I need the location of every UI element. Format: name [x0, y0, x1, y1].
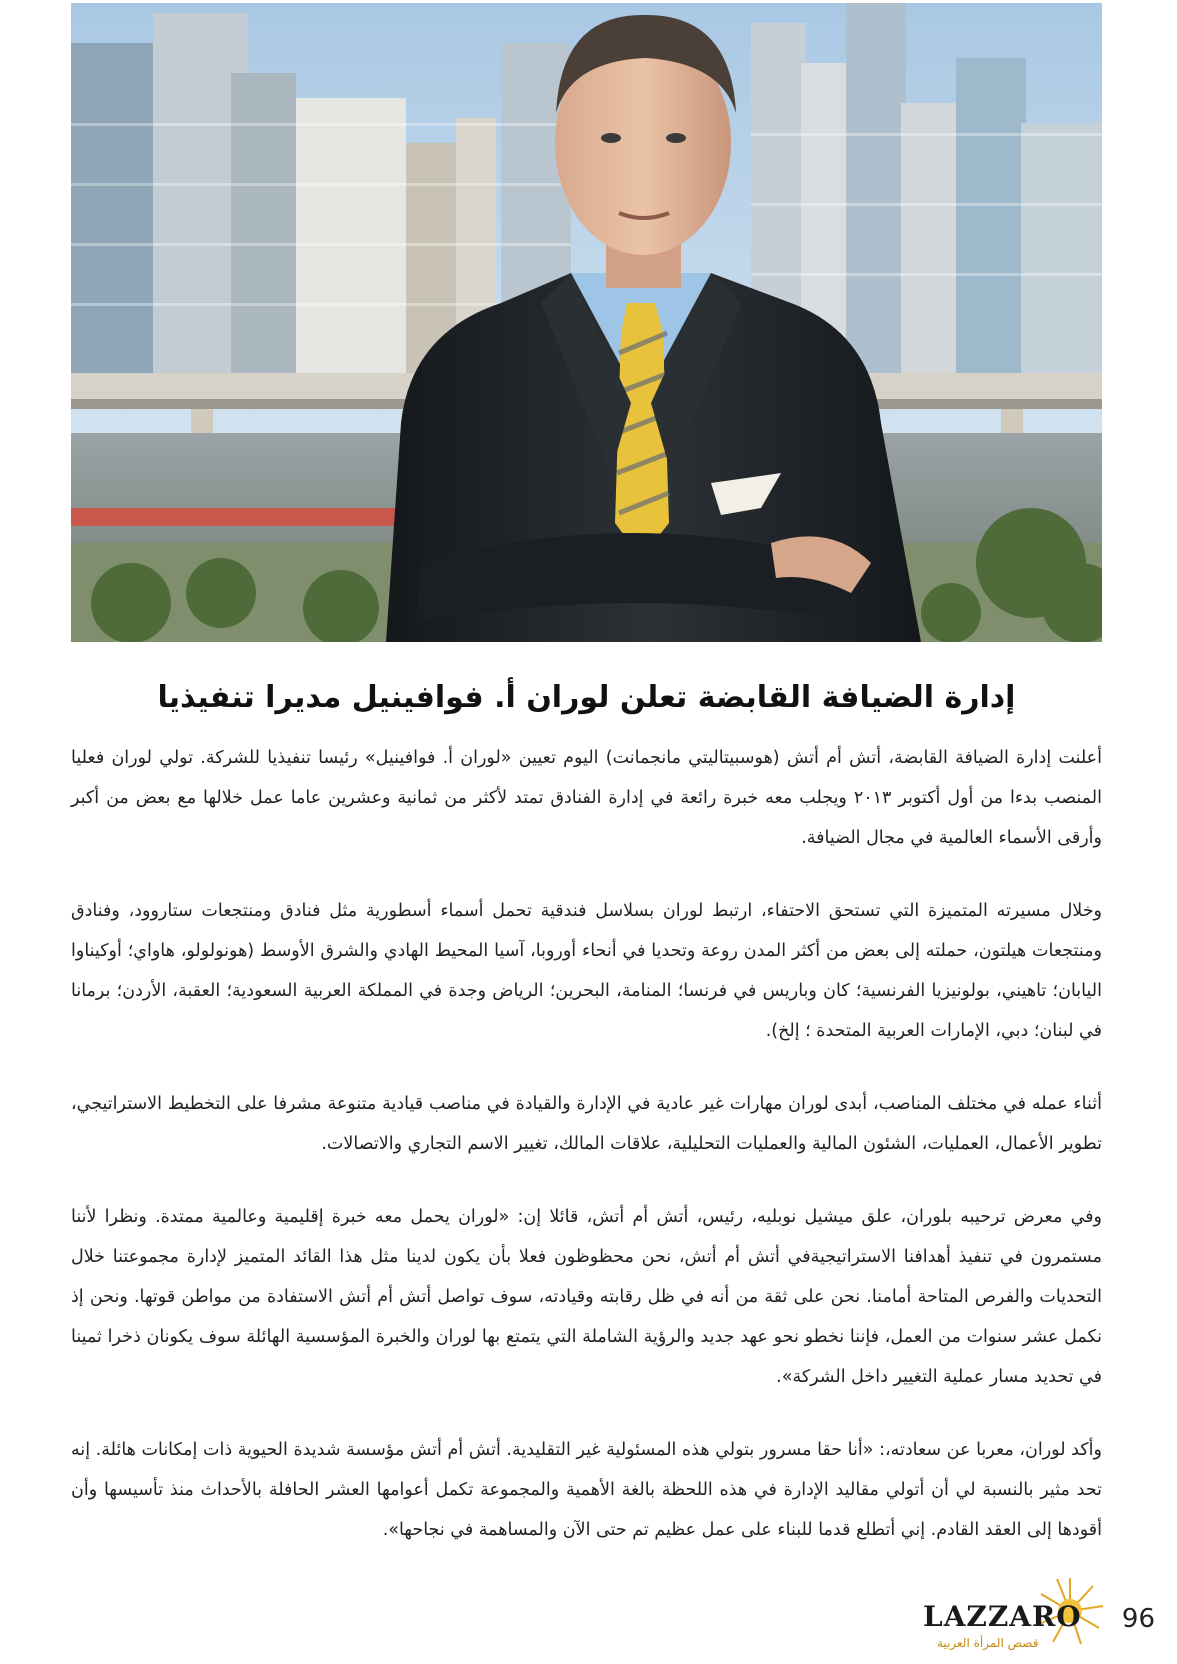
article-paragraph: وأكد لوران، معربا عن سعادته،: «أنا حقا مسرور بتولي هذه المسئولية غير التقليدية. أتش أم أتش مؤسسة شديدة الحيوية ذات إمكانات هائلة. إنه تحد مثير بالنسبة لي أن أتولي مقاليد الإدارة في هذه اللحظة بالغة الأهمية والمجموعة تكمل أعوامها العشر الحافلة بالأحداث منذ تأسيسها وأن أقودها إلى العقد القادم. إني أتطلع قدما للبناء على عمل عظيم تم حتى الآن والمساهمة في نجاحها».: [71, 1440, 1102, 1540]
portrait-photo: [71, 3, 1102, 642]
magazine-brand: LAZZARO: [923, 1600, 1082, 1633]
header-photo: [71, 3, 1102, 642]
article-paragraph: وفي معرض ترحيبه بلوران، علق ميشيل نوبليه، رئيس، أتش أم أتش، قائلا إن: «لوران يحمل معه خبرة إقليمية وعالمية ممتدة. ونظرا لأننا مستمرون في تنفيذ أهدافنا الاستراتيجيةفي أتش أم أتش، نحن محظوظون فعلا بأن يكون لدينا مثل هذا القائد المتميز لإدارة مجموعتنا خلال التحديات والفرص المتاحة أمامنا. نحن على ثقة من أنه في ظل رقابته وقيادته، سوف تواصل أتش أم أتش الاستفادة من مواطن قوتها. ونحن إذ نكمل عشر سنوات من العمل، فإننا نخطو نحو عهد جديد والرؤية الشاملة التي يتمتع بها لوران والخبرة المؤسسية الهائلة سوف يكونان ذخرا ثمينا في تحديد مسار عملية التغيير داخل الشركة».: [71, 1207, 1102, 1387]
article-paragraph: أثناء عمله في مختلف المناصب، أبدى لوران مهارات غير عادية في الإدارة والقيادة في مناصب قيادية متنوعة مشرفا على التخطيط الاستراتيجي، تطوير الأعمال، العمليات، الشئون المالية والعمليات التحليلية، علاقات المالك، تغيير الاسم التجاري والاتصالات.: [71, 1094, 1102, 1154]
magazine-tagline: قصص المرأة العربية: [937, 1636, 1039, 1650]
magazine-logo: [917, 1576, 1102, 1656]
page-number: 96: [1121, 1604, 1155, 1634]
article-paragraph: أعلنت إدارة الضيافة القابضة، أتش أم أتش (هوسبيتاليتي مانجمانت) اليوم تعيين «لوران أ. فوافينيل» رئيسا تنفيذيا للشركة. تولي لوران فعليا المنصب بدءا من أول أكتوبر ٢٠١٣ ويجلب معه خبرة رائعة في إدارة الفنادق تمتد لأكثر من ثمانية وعشرين عاما عمل خلالها مع بعض من أكبر وأرقى الأسماء العالمية في مجال الضيافة.: [71, 748, 1102, 848]
article-body: [71, 738, 1102, 1583]
article-paragraph: وخلال مسيرته المتميزة التي تستحق الاحتفاء، ارتبط لوران بسلاسل فندقية تحمل أسماء أسطورية مثل فنادق ومنتجعات ستاروود، وفنادق ومنتجعات هيلتون، حملته إلى بعض من أكثر المدن روعة وتحديا في أنحاء أوروبا، آسيا المحيط الهادي والشرق الأوسط (هونولولو، هاواي؛ أوكيناوا اليابان؛ تاهيني، بولونيزيا الفرنسية؛ كان وباريس في فرنسا؛ المنامة، البحرين؛ الرياض وجدة في المملكة العربية السعودية؛ العقبة، الأردن؛ برمانا في لبنان؛ دبي، الإمارات العربية المتحدة ؛ إلخ).: [71, 901, 1102, 1041]
article-headline: إدارة الضيافة القابضة تعلن لوران أ. فوافينيل مديرا تنفيذيا: [157, 680, 1016, 716]
